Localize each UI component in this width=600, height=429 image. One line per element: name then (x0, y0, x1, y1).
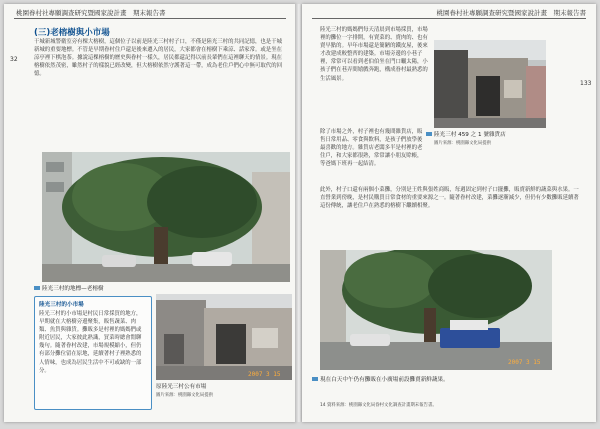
right-page (302, 4, 596, 422)
left-page (4, 4, 296, 422)
right-top-paragraph: 陸光三村的媽媽們每天清晨到市場採買，市場裡的攤位一字排開，有賣菜的、賣肉的、也有賣早點的。早年市場還是簡陋的鐵皮屋，後來才改建成較整齊的建築。市場旁邊的小巷子裡，常常可以看到老伯伯坐在門口曬太陽，小孩子們在巷弄間嬉戲奔跑，構成眷村最熟悉的生活風景。 (320, 27, 428, 82)
banyan-photo-caption: 陸光三村的地標—老榕樹 (42, 286, 104, 292)
footnote: 14 資料來源：桃園縣文化局眷村文化調查計畫期末報告書。 (320, 403, 437, 408)
right-header-rule (312, 18, 586, 19)
market-photo-source: 圖片來源：桃園縣文化局提供 (156, 393, 214, 398)
market-box-title: 陸光三村的小市場 (39, 302, 84, 308)
vendor-photo-date-stamp: 2007 3 15 (508, 359, 541, 366)
left-page-number: 32 (10, 56, 18, 63)
right-bottom-paragraph: 此外，村子口還有兩個小菜攤，分別是王姓與張姓商販，每週固定到村子口擺攤，販賣新鮮的蔬菜與水果。一直營業到傍晚，是村民購買日常食材的重要來源之一。隨著眷村改建，菜攤逐漸減少，但仍有少數攤販延續著這份傳統，讓老住戶在熟悉的榕樹下繼續相聚。 (320, 187, 579, 210)
vendor-photo-caption: 現在白天中午仍有攤販在小廣場前設攤賣新鮮蔬果。 (320, 377, 449, 383)
grocery-photo-source: 圖片來源：桃園縣文化局提供 (434, 141, 492, 146)
photo1-accent-mark (426, 132, 432, 136)
caption-accent-mark (34, 286, 40, 290)
photo2-accent-mark (312, 377, 318, 381)
market-sidebar-box (34, 296, 152, 410)
market-photo-date-stamp: 2007 3 15 (248, 371, 281, 378)
market-photo (156, 294, 292, 380)
section-title: (三)老榕樹與小市場 (34, 28, 110, 38)
grocery-photo-caption: 陸光三村 459 之 1 號雜貨店 (434, 132, 506, 138)
right-running-header: 桃園眷村社專願調查研究暨國家說計畫 期末報告書 (436, 9, 586, 17)
left-header-rule (14, 18, 286, 19)
grocery-store-photo (434, 40, 546, 128)
banyan-tree-photo (42, 152, 290, 282)
right-page-number: 133 (580, 80, 592, 87)
intro-paragraph: 干城新城警衛室旁有棵大榕樹，這個位子以前是陸光三村村子口，不僅是陸光三村的共同記憶，也是干城新城的重要地標。不管是早期眷村住戶還是後來遷入的居民，大家都會在榕樹下乘涼、話家常。或是坐在涼亭裡下棋泡茶。據說這棵榕樹的歷史與眷村一樣久，居民都還記得以前長輩們在這裡聊天的情景。現在榕樹依然茂密，雖然村子的樣貌已經改變，但大榕樹依然守護著這一帶，成為老住戶們心中無可取代的回憶。 (34, 39, 282, 78)
left-running-header: 桃園眷村社專願調查研究暨國家說計畫 期末報告書 (16, 9, 166, 17)
market-box-paragraph: 陸光三村的小市場是村民日常採買的地方，早期就在大榕樹旁邊聚集，販售蔬菜、肉類、魚貨與雜貨。攤販多是村裡的媽媽們或附近居民，大家彼此熟識，買菜時總會閒聊幾句。隨著眷村改建，市場規模縮小，但仍有部分攤位留在原地，延續著村子裡熟悉的人情味，也成為居民生活中不可或缺的一部分。 (39, 311, 142, 374)
vendor-square-photo (320, 250, 552, 370)
right-middle-paragraph: 除了市場之外，村子裡也有幾間雜貨店，販售日常用品、零食與飲料，是孩子們放學後最喜歡的地方。雜貨店老闆多半是村裡的老住戶，和大家都很熟，常常讓小朋友賒帳，等爸媽下班再一起結清。 (320, 129, 423, 168)
market-photo-caption: 原陸光三村公有市場 (156, 384, 207, 390)
